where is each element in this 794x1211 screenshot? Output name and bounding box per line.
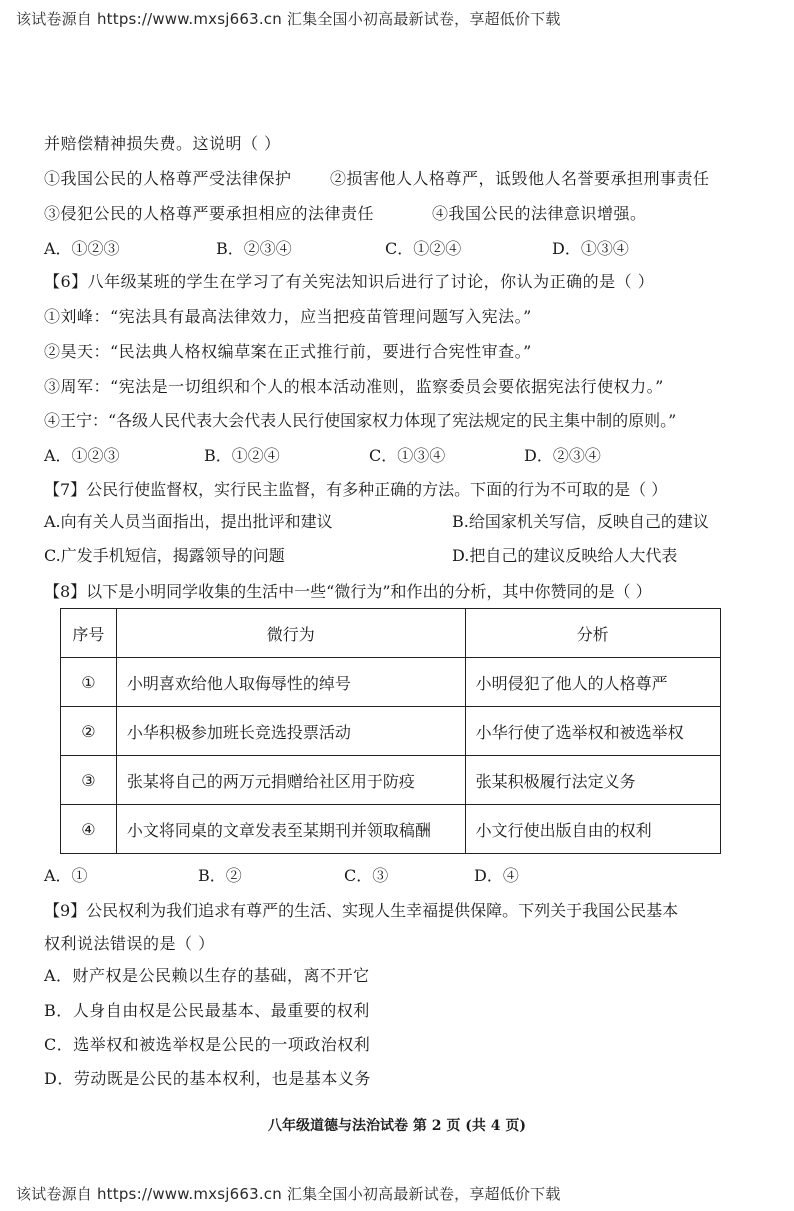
table-row xyxy=(61,805,721,854)
q8-option-d: D．④ xyxy=(474,866,519,885)
q6-statement-3: ③周军：“宪法是一切组织和个人的根本活动准则，监察委员会要依据宪法行使权力。” xyxy=(44,377,664,396)
row-index: ④ xyxy=(61,805,117,854)
row-analysis: 小文行使出版自由的权利 xyxy=(465,805,720,854)
row-analysis: 小华行使了选举权和被选举权 xyxy=(465,707,720,756)
q7-option-b: B.给国家机关写信，反映自己的建议 xyxy=(452,512,709,531)
q6-statement-1: ①刘峰：“宪法具有最高法律效力，应当把疫苗管理问题写入宪法。” xyxy=(44,307,532,326)
q7-stem: 【7】公民行使监督权，实行民主监督，有多种正确的方法。下面的行为不可取的是（ ） xyxy=(44,480,668,499)
bottom-watermark: 该试卷源自 https://www.mxsj663.cn 汇集全国小初高最新试卷，享超低价下载 xyxy=(16,1185,561,1203)
q5-option-d: D．①③④ xyxy=(552,239,629,258)
table-header-row xyxy=(61,609,721,658)
q7-option-d: D.把自己的建议反映给人大代表 xyxy=(452,546,678,565)
top-watermark: 该试卷源自 https://www.mxsj663.cn 汇集全国小初高最新试卷，享超低价下载 xyxy=(16,10,561,28)
page-footer: 八年级道德与法治试卷 第 2 页 (共 4 页) xyxy=(268,1118,526,1134)
header-index: 序号 xyxy=(61,609,117,658)
q6-stem: 【6】八年级某班的学生在学习了有关宪法知识后进行了讨论，你认为正确的是（ ） xyxy=(44,272,655,291)
row-behavior: 张某将自己的两万元捐赠给社区用于防疫 xyxy=(116,756,465,805)
q5-option-c: C．①②④ xyxy=(385,239,462,258)
header-behavior: 微行为 xyxy=(116,609,465,658)
row-analysis: 张某积极履行法定义务 xyxy=(465,756,720,805)
q6-statement-4: ④王宁：“各级人民代表大会代表人民行使国家权力体现了宪法规定的民主集中制的原则。” xyxy=(44,411,677,430)
q5-statement-1: ①我国公民的人格尊严受法律保护 xyxy=(44,169,292,188)
q6-option-a: A．①②③ xyxy=(44,446,120,465)
row-behavior: 小华积极参加班长竞选投票活动 xyxy=(116,707,465,756)
micro-behavior-table xyxy=(60,608,721,854)
table-row xyxy=(61,707,721,756)
q5-statement-4: ④我国公民的法律意识增强。 xyxy=(432,204,647,223)
table-row xyxy=(61,658,721,707)
row-behavior: 小明喜欢给他人取侮辱性的绰号 xyxy=(116,658,465,707)
q6-option-d: D．②③④ xyxy=(524,446,601,465)
q5-option-a: A．①②③ xyxy=(44,239,120,258)
row-index: ① xyxy=(61,658,117,707)
q5-continuation: 并赔偿精神损失费。这说明（ ） xyxy=(44,134,281,153)
q7-option-c: C.广发手机短信，揭露领导的问题 xyxy=(44,546,285,565)
q5-statement-2: ②损害他人人格尊严，诋毁他人名誉要承担刑事责任 xyxy=(330,169,710,188)
q9-stem-line-1: 【9】公民权利为我们追求有尊严的生活、实现人生幸福提供保障。下列关于我国公民基本 xyxy=(44,901,679,920)
q9-stem-line-2: 权利说法错误的是（ ） xyxy=(44,934,215,953)
q5-statement-3: ③侵犯公民的人格尊严要承担相应的法律责任 xyxy=(44,204,375,223)
row-behavior: 小文将同桌的文章发表至某期刊并领取稿酬 xyxy=(116,805,465,854)
row-index: ② xyxy=(61,707,117,756)
q8-option-a: A．① xyxy=(44,866,88,885)
q9-option-d: D．劳动既是公民的基本权利，也是基本义务 xyxy=(44,1069,371,1088)
q9-option-a: A．财产权是公民赖以生存的基础，离不开它 xyxy=(44,966,370,985)
q9-option-b: B．人身自由权是公民最基本、最重要的权利 xyxy=(44,1001,370,1020)
q6-option-b: B．①②④ xyxy=(204,446,280,465)
q7-option-a: A.向有关人员当面指出，提出批评和建议 xyxy=(44,512,333,531)
header-analysis: 分析 xyxy=(465,609,720,658)
q9-option-c: C．选举权和被选举权是公民的一项政治权利 xyxy=(44,1035,371,1054)
q6-option-c: C．①③④ xyxy=(369,446,446,465)
table-row xyxy=(61,756,721,805)
q8-option-c: C．③ xyxy=(344,866,389,885)
q8-stem: 【8】以下是小明同学收集的生活中一些“微行为”和作出的分析，其中你赞同的是（ ） xyxy=(44,582,652,601)
q8-option-b: B．② xyxy=(198,866,242,885)
row-index: ③ xyxy=(61,756,117,805)
q5-option-b: B．②③④ xyxy=(216,239,292,258)
q6-statement-2: ②昊天：“民法典人格权编草案在正式推行前，要进行合宪性审查。” xyxy=(44,342,532,361)
row-analysis: 小明侵犯了他人的人格尊严 xyxy=(465,658,720,707)
